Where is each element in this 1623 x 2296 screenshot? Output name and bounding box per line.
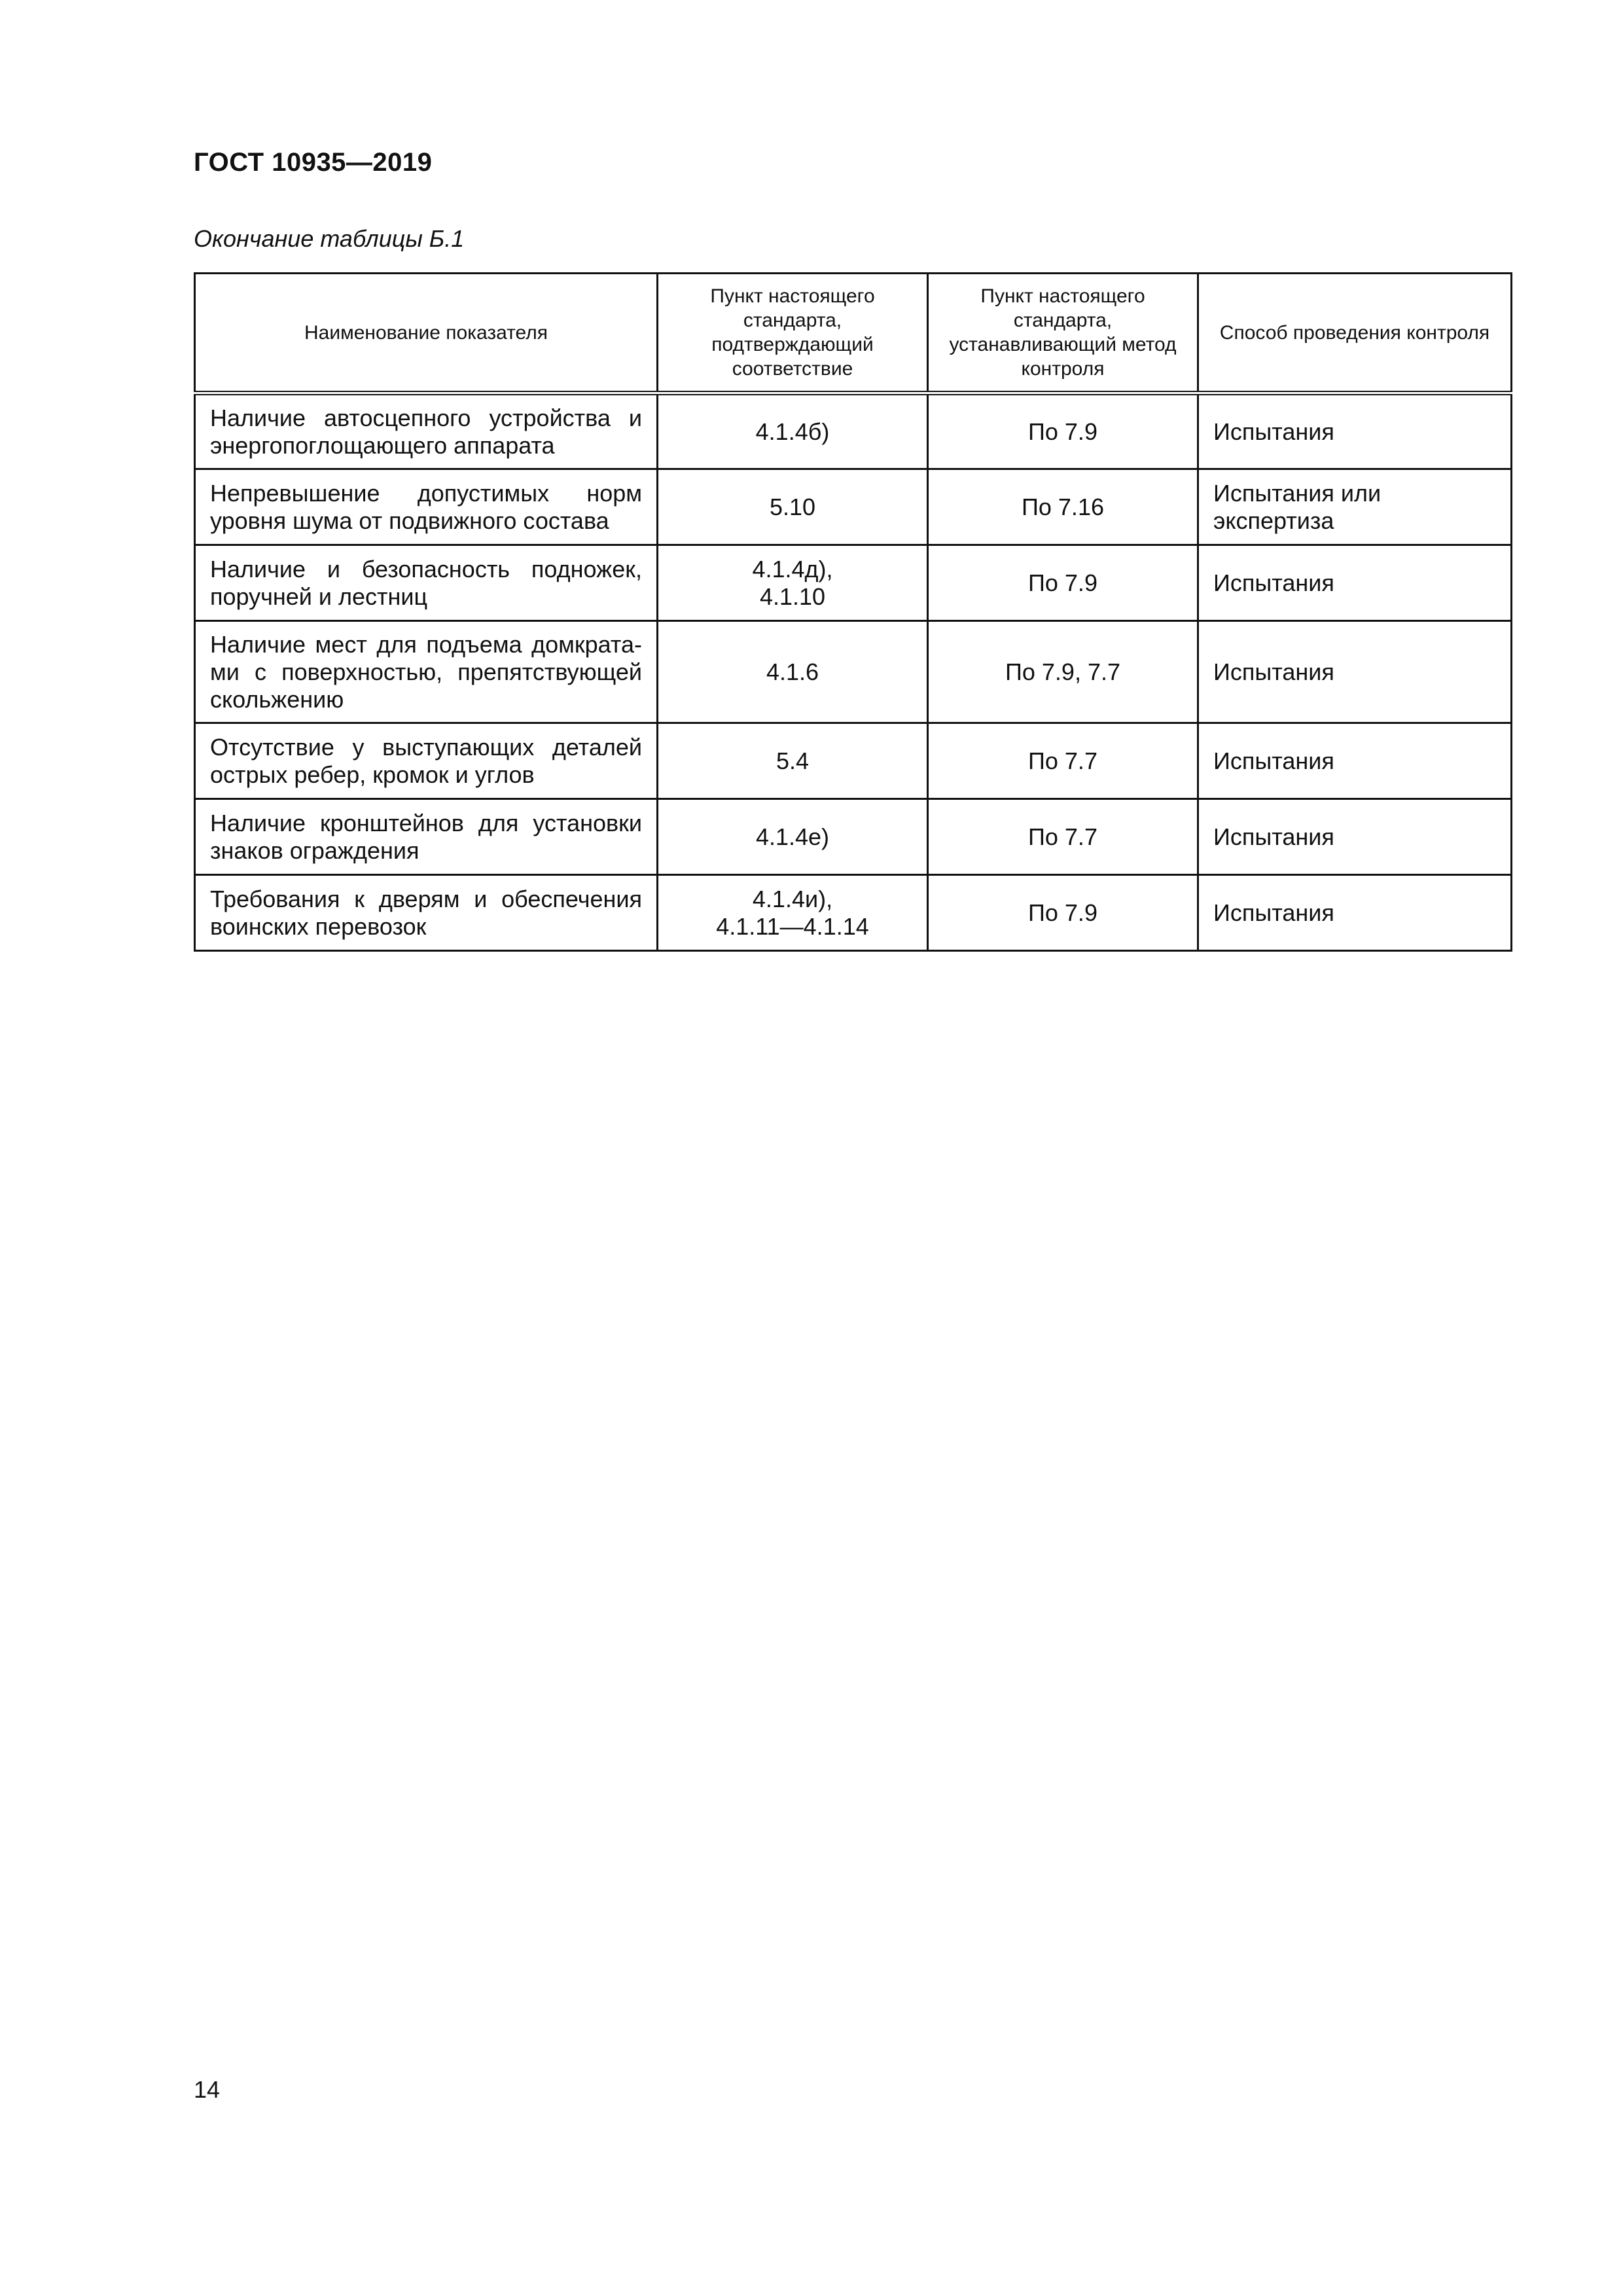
table-row (195, 799, 1512, 875)
header-row (195, 274, 1512, 393)
cell-control-method: Испытания (1198, 799, 1512, 875)
cell-indicator: Наличие и безопасность подножек, поручней и лестниц (195, 545, 658, 621)
cell-control-method: Испытания (1198, 621, 1512, 723)
cell-indicator: Отсутствие у выступающих деталей острых ребер, кромок и углов (195, 723, 658, 799)
cell-method-clause: По 7.9, 7.7 (928, 621, 1198, 723)
cell-indicator: Требования к дверям и обеспечения воинских перевозок (195, 875, 658, 951)
column-header-control-method: Способ проведения контроля (1198, 274, 1512, 393)
column-header-indicator: Наименование показателя (195, 274, 658, 393)
table-row (195, 621, 1512, 723)
cell-method-clause: По 7.7 (928, 799, 1198, 875)
indicators-table (194, 272, 1512, 952)
cell-control-method: Испытания или экспертиза (1198, 469, 1512, 545)
cell-control-method: Испытания (1198, 723, 1512, 799)
cell-control-method: Испытания (1198, 393, 1512, 469)
table-header (195, 274, 1512, 393)
column-header-method-clause: Пункт настоящего стандарта, устанавливающий метод контроля (928, 274, 1198, 393)
cell-method-clause: По 7.16 (928, 469, 1198, 545)
cell-conformity-clause: 4.1.6 (658, 621, 928, 723)
cell-conformity-clause: 5.10 (658, 469, 928, 545)
cell-control-method: Испытания (1198, 545, 1512, 621)
document-header: ГОСТ 10935—2019 (194, 148, 433, 177)
cell-method-clause: По 7.9 (928, 545, 1198, 621)
table-row (195, 469, 1512, 545)
cell-indicator: Наличие автосцепного устройства и энергопоглощающего аппарата (195, 393, 658, 469)
column-header-conformity-clause: Пункт настоящего стандарта, подтверждающий соответствие (658, 274, 928, 393)
cell-method-clause: По 7.9 (928, 393, 1198, 469)
table-row (195, 545, 1512, 621)
page-number: 14 (194, 2076, 221, 2103)
table-body (195, 393, 1512, 951)
table-caption: Окончание таблицы Б.1 (194, 225, 465, 252)
table-row (195, 723, 1512, 799)
cell-conformity-clause: 4.1.4б) (658, 393, 928, 469)
table-row (195, 393, 1512, 469)
cell-indicator: Наличие мест для подъема домкратами с поверхностью, препятствующей скольжению (195, 621, 658, 723)
cell-conformity-clause: 5.4 (658, 723, 928, 799)
cell-conformity-clause: 4.1.4д), 4.1.10 (658, 545, 928, 621)
cell-method-clause: По 7.9 (928, 875, 1198, 951)
table-container (194, 272, 1510, 952)
table-row (195, 875, 1512, 951)
cell-indicator: Непревышение допустимых норм уровня шума от подвижного состава (195, 469, 658, 545)
cell-method-clause: По 7.7 (928, 723, 1198, 799)
cell-conformity-clause: 4.1.4е) (658, 799, 928, 875)
cell-conformity-clause: 4.1.4и), 4.1.11—4.1.14 (658, 875, 928, 951)
cell-indicator: Наличие кронштейнов для установки знаков ограждения (195, 799, 658, 875)
cell-control-method: Испытания (1198, 875, 1512, 951)
